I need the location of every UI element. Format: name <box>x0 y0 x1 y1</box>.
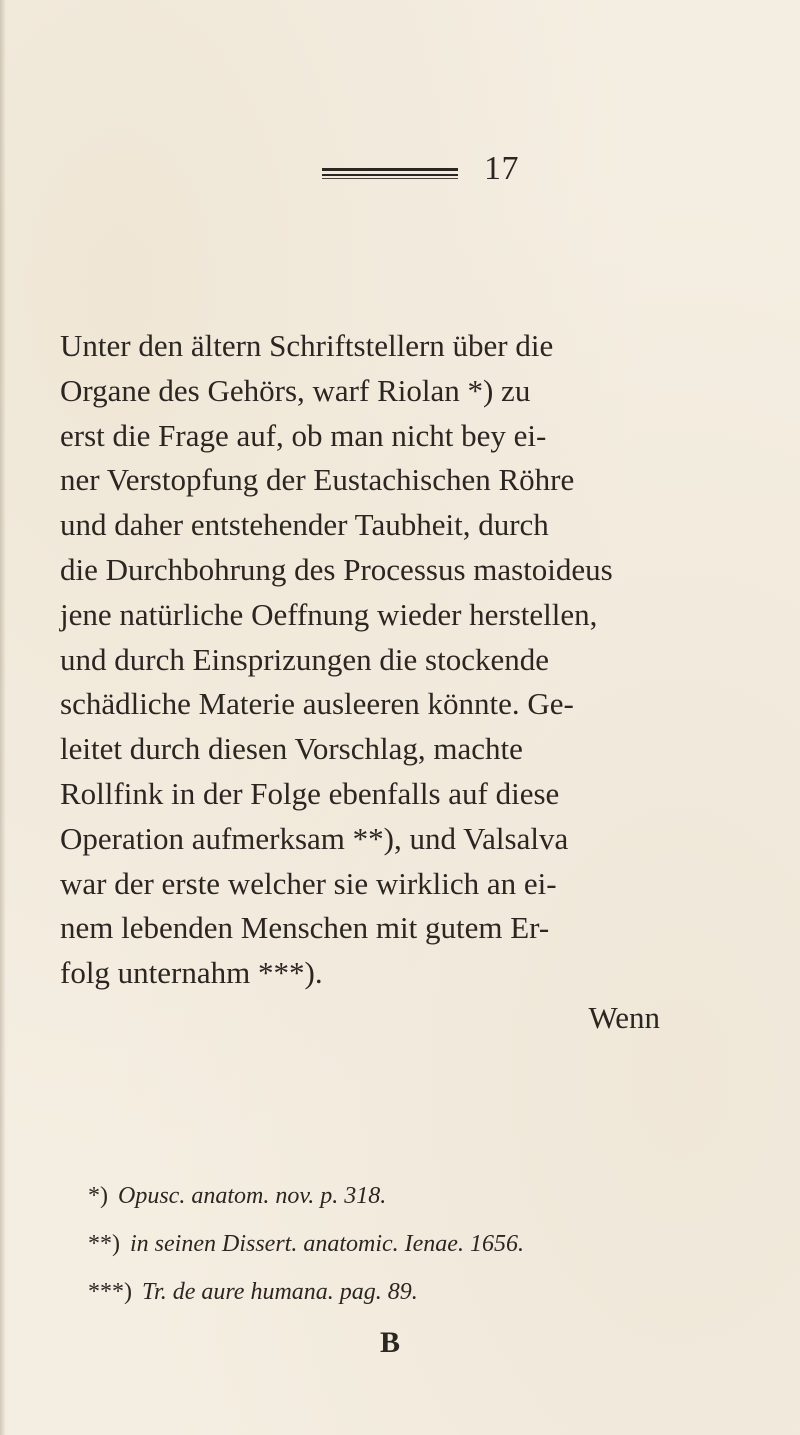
text-line: nem lebenden Menschen mit gutem Er- <box>60 910 550 946</box>
page-edge-shadow <box>0 0 6 1435</box>
header-double-rule <box>322 168 458 180</box>
footnote-text: Tr. de aure humana. pag. 89. <box>142 1279 418 1305</box>
text-line: war der erste welcher sie wirklich an ei- <box>60 865 557 901</box>
text-line: erst die Frage auf, ob man nicht bey ei- <box>60 417 547 453</box>
text-line: und durch Einsprizungen die stockende <box>60 641 549 677</box>
footnote-text: Opusc. anatom. nov. p. 318. <box>118 1183 387 1209</box>
text-line: Operation aufmerksam **), und Valsalva <box>60 820 569 856</box>
text-line: die Durchbohrung des Processus mastoideus <box>60 551 613 587</box>
footnote-mark: **) <box>88 1231 120 1257</box>
text-line: schädliche Materie ausleeren könnte. Ge- <box>60 686 574 722</box>
text-line: Unter den ältern Schriftstellern über die <box>60 328 554 363</box>
footnotes <box>88 1172 708 1316</box>
footnote-text: in seinen Dissert. anatomic. Ienae. 1656. <box>130 1231 524 1257</box>
body-paragraph <box>60 324 660 1041</box>
text-line: und daher entstehender Taubheit, durch <box>60 507 549 543</box>
signature-mark: B <box>380 1326 401 1359</box>
text-line: ner Verstopfung der Eustachischen Röhre <box>60 462 575 498</box>
text-line: Rollfink in der Folge ebenfalls auf diese <box>60 775 560 811</box>
page-number: 17 <box>484 150 519 187</box>
footnote-mark: *) <box>88 1183 108 1209</box>
footnote <box>88 1268 708 1316</box>
catchword: Wenn <box>588 999 660 1035</box>
footnote-mark: ***) <box>88 1279 132 1305</box>
text-line: jene natürliche Oeffnung wieder herstellen, <box>60 596 598 632</box>
text-line: leitet durch diesen Vorschlag, machte <box>60 731 523 767</box>
footnote <box>88 1172 708 1220</box>
text-line: folg unternahm ***). <box>60 955 323 991</box>
footnote <box>88 1220 708 1268</box>
text-line: Organe des Gehörs, warf Riolan *) zu <box>60 372 531 408</box>
